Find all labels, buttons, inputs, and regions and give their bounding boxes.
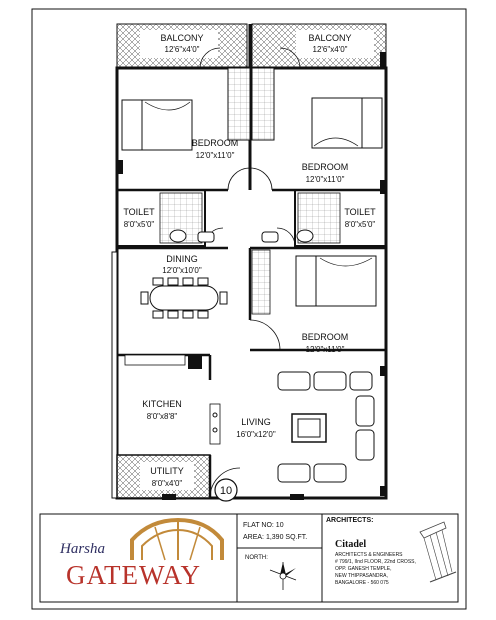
- living-sofa-side: [356, 396, 374, 460]
- architect-line-1: ARCHITECTS & ENGINEERS: [335, 552, 403, 558]
- bedroom-middle-size: 12'0"x11'0": [305, 345, 345, 354]
- dining-size: 12'0"x10'0": [162, 266, 202, 275]
- door-swing: [250, 168, 272, 190]
- stair-left: [228, 68, 250, 140]
- toilet-right: [277, 190, 386, 246]
- area-text: AREA: 1,390 SQ.FT.: [243, 534, 308, 541]
- stair-right: [252, 68, 274, 140]
- bed-right: [312, 98, 382, 148]
- coffee-table: [292, 414, 326, 442]
- window-mark: [162, 494, 176, 500]
- architect-line-5: BANGALORE - 560 075: [335, 580, 389, 586]
- brand-main-text: GATEWAY: [66, 560, 201, 590]
- bed-middle: [296, 256, 376, 306]
- door-swing: [250, 320, 280, 350]
- utility-size: 8'0"x4'0": [151, 479, 183, 488]
- bedroom-left-size: 12'0"x11'0": [195, 151, 235, 160]
- bedroom-middle-name: BEDROOM: [301, 332, 349, 342]
- column-logo-icon: [420, 522, 456, 582]
- kitchen-name: KITCHEN: [142, 399, 182, 409]
- toilet-right-size: 8'0"x5'0": [344, 220, 376, 229]
- brand-top-text: Harsha: [60, 541, 106, 557]
- architect-line-3: OPP. GANESH TEMPLE,: [335, 566, 392, 572]
- architect-line-2: # 799/1, IInd FLOOR, 22nd CROSS,: [335, 559, 416, 565]
- window-mark: [380, 180, 386, 194]
- living-sofa-top: [278, 372, 372, 390]
- balcony-left-name: BALCONY: [160, 33, 204, 43]
- dining-table: [141, 278, 227, 318]
- bedroom-right-size: 12'0"x11'0": [305, 175, 345, 184]
- bedroom-left-name: BEDROOM: [191, 138, 239, 148]
- window-mark: [380, 486, 386, 496]
- living-size: 16'0"x12'0": [236, 430, 276, 439]
- balcony-left-size: 12'6"x4'0": [164, 45, 200, 54]
- wash-basin: [262, 232, 278, 242]
- kitchen-size: 8'0"x8'8": [146, 412, 178, 421]
- bedroom-right-name: BEDROOM: [301, 162, 349, 172]
- balcony-right-name: BALCONY: [308, 33, 352, 43]
- living-sofa-bottom: [278, 464, 346, 482]
- toilet-left-size: 8'0"x5'0": [123, 220, 155, 229]
- living-name: LIVING: [241, 417, 271, 427]
- window-mark: [380, 52, 386, 68]
- architects-heading: ARCHITECTS:: [326, 517, 374, 524]
- balcony-right-size: 12'6"x4'0": [312, 45, 348, 54]
- utility-name: UTILITY: [150, 466, 184, 476]
- brand-logo: [59, 520, 222, 590]
- north-label: NORTH:: [245, 555, 268, 561]
- north-compass-icon: [270, 562, 296, 590]
- flat-number-text: 10: [219, 485, 233, 497]
- door-swing: [228, 168, 250, 190]
- toilet-right-name: TOILET: [344, 207, 376, 217]
- window-mark: [380, 366, 386, 376]
- architect-name: Citadel: [335, 539, 367, 550]
- wash-basin: [198, 232, 214, 242]
- toilet-left-name: TOILET: [123, 207, 155, 217]
- architect-line-4: NEW THIPPASANDRA,: [335, 573, 388, 579]
- window-mark: [117, 160, 123, 174]
- flat-no-text: FLAT NO: 10: [243, 522, 284, 529]
- dining-name: DINING: [166, 254, 198, 264]
- bed-left: [122, 100, 192, 150]
- window-mark: [290, 494, 304, 500]
- stair-mid: [252, 250, 270, 314]
